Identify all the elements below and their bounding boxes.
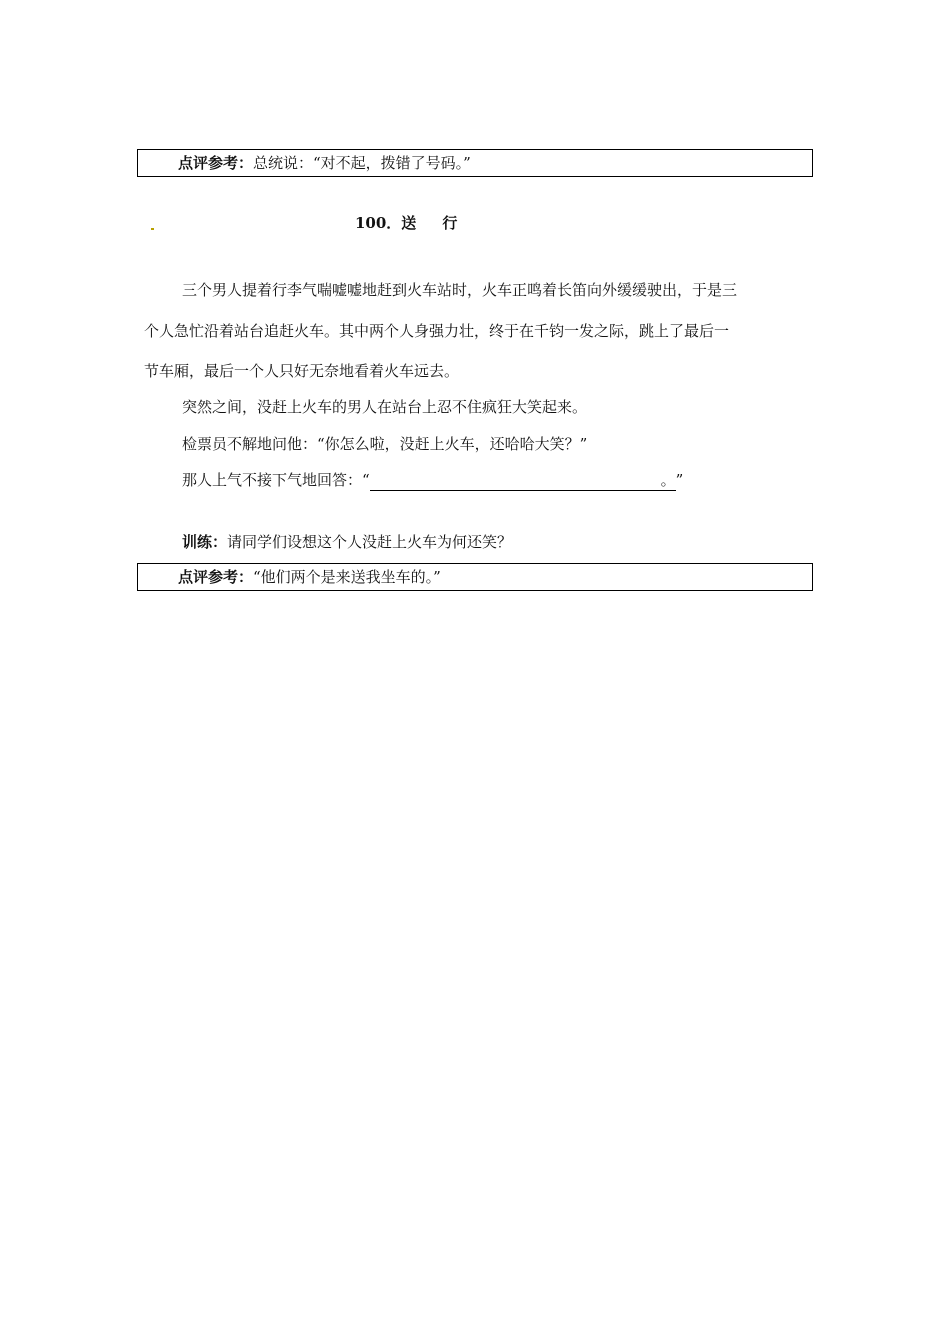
review-box-2: [137, 563, 813, 591]
story-title: [355, 212, 457, 233]
review-text: 总统说：“对不起，拨错了号码。”: [253, 154, 471, 172]
answer-blank-end: 。: [660, 471, 676, 489]
paragraph-line: 个人急忙沿着站台追赶火车。其中两个人身强力壮，终于在千钧一发之际，跳上了最后一: [144, 322, 730, 340]
review-label: 点评参考：: [178, 154, 254, 172]
review-box-1: [137, 149, 813, 177]
training-text: 请同学们设想这个人没赶上火车为何还笑？: [227, 533, 513, 551]
training-prompt: [144, 531, 842, 552]
paragraph-line: 突然之间，没赶上火车的男人在站台上忍不住疯狂大笑起来。: [182, 398, 588, 416]
paragraph-line: 节车厢，最后一个人只好无奈地看着火车远去。: [144, 362, 460, 380]
answer-prefix: 那人上气不接下气地回答：“: [182, 471, 370, 489]
paragraph-line: 检票员不解地问他：“你怎么啦，没赶上火车，还哈哈大笑？”: [182, 435, 588, 453]
review-text: “他们两个是来送我坐车的。”: [253, 568, 441, 586]
decorative-dot: [151, 228, 154, 230]
answer-line: [144, 469, 842, 491]
training-label: 训练：: [182, 533, 228, 551]
answer-blank: [370, 469, 676, 491]
answer-suffix: ”: [675, 471, 684, 489]
title-number: 100．送: [355, 214, 417, 232]
paragraph-line: 三个男人提着行李气喘嘘嘘地赶到火车站时，火车正鸣着长笛向外缓缓驶出，于是三: [182, 281, 738, 299]
review-label: 点评参考：: [178, 568, 254, 586]
title-rest: 行: [442, 214, 458, 232]
